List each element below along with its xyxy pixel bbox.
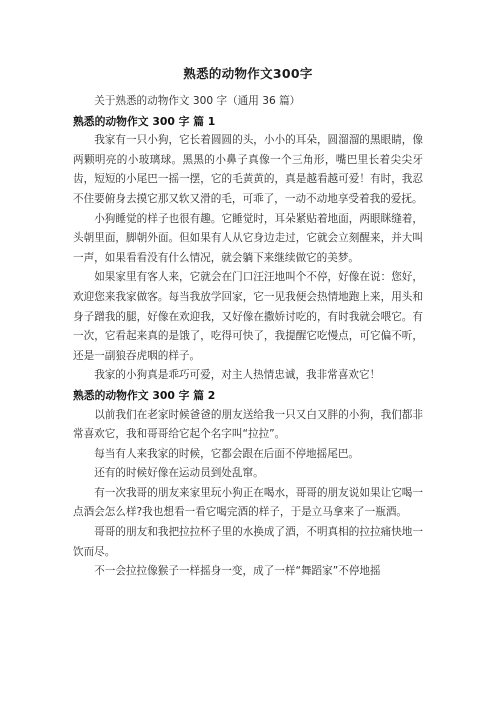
paragraph: 以前我们在老家时候爸爸的朋友送给我一只又白又胖的小狗，我们都非常喜欢它，我和哥哥给它起个名字叫“拉拉”。 <box>73 408 423 441</box>
paragraph: 如果家里有客人来，它就会在门口汪汪地叫个不停，好像在说：您好，欢迎您来我家做客。每当我放学回家，它一见我便会热情地跑上来，用头和身子蹭我的腿，好像在欢迎我，又好像在撒娇讨吃的，有时我就会喂它。有一次，它看起来真的是饿了，吃得可快了，我提醒它吃慢点，可它偏不听，还是一副狼吞虎咽的样子。 <box>73 271 423 362</box>
section-2 <box>73 386 423 582</box>
document-body <box>73 92 423 582</box>
section-heading: 熟悉的动物作文 300 字 篇 1 <box>73 114 216 128</box>
document-title: 熟悉的动物作文300字 <box>183 66 313 81</box>
intro-line: 关于熟悉的动物作文 300 字（通用 36 篇） <box>94 95 301 107</box>
paragraph: 每当有人来我家的时候，它都会跟在后面不停地摇尾巴。 <box>94 447 360 460</box>
paragraph: 不一会拉拉像猴子一样摇身一变，成了一样“舞蹈家”不停地摇 <box>94 565 381 578</box>
paragraph: 哥哥的朋友和我把拉拉杯子里的水换成了酒，不明真相的拉拉痛快地一饮而尽。 <box>73 526 423 558</box>
section-1 <box>73 112 423 386</box>
paragraph: 还有的时候好像在运动员到处乱窜。 <box>94 467 264 480</box>
section-heading: 熟悉的动物作文 300 字 篇 2 <box>73 388 216 402</box>
paragraph: 我家的小狗真是乖巧可爱，对主人热情忠诚，我非常喜欢它！ <box>94 369 381 382</box>
paragraph: 有一次我哥的朋友来家里玩小狗正在喝水，哥哥的朋友说如果让它喝一点酒会怎么样?我也想看一看它喝完酒的样子，于是立马拿来了一瓶酒。 <box>73 486 423 519</box>
paragraph: 小狗睡觉的样子也很有趣。它睡觉时，耳朵紧贴着地面，两眼眯缝着，头朝里面，脚朝外面。但如果有人从它身边走过，它就会立刻醒来，并大叫一声，如果看看没有什么情况，就会躺下来继续做它的美梦。 <box>73 212 423 264</box>
paragraph: 我家有一只小狗，它长着圆圆的头，小小的耳朵，圆溜溜的黑眼睛，像两颗明亮的小玻璃球。黑黑的小鼻子真像一个三角形，嘴巴里长着尖尖牙齿，短短的小尾巴一摇一摆，它的毛黄黄的，真是越看越可爱！有时，我忍不住要俯身去摸它那又软又滑的毛，可乖了，一动不动地享受着我的爱抚。 <box>73 134 423 205</box>
